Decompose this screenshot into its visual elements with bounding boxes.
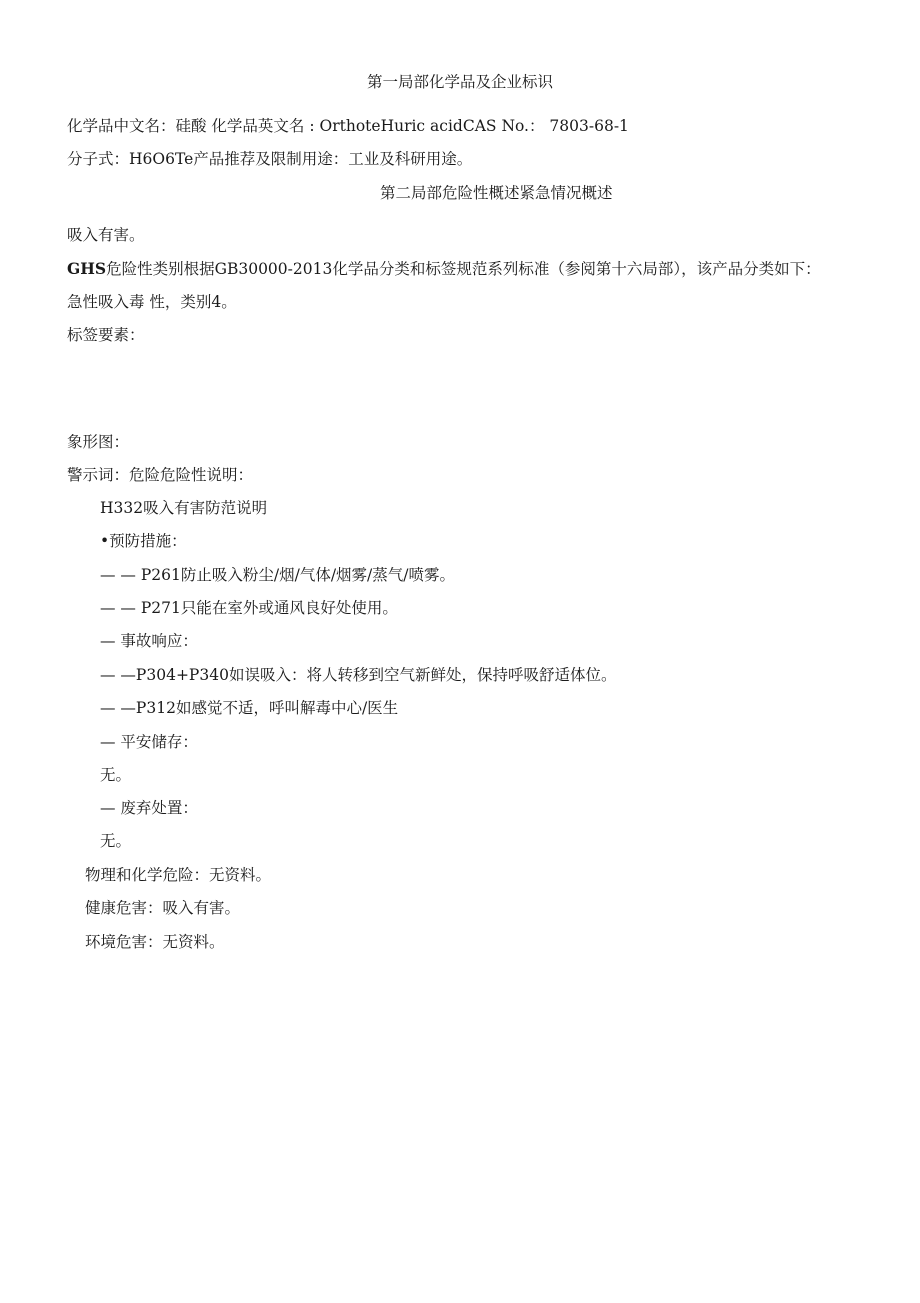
ghs-classification-basis — [67, 259, 821, 279]
response-item: — —P312如感觉不适，呼叫解毒中心/医生 — [100, 699, 399, 717]
prevention-heading: •预防措施： — [100, 532, 187, 550]
disposal-value: 无。 — [100, 832, 132, 850]
storage-heading: — 平安储存： — [100, 733, 198, 751]
chemical-names-line: 化学品中文名：硅酸 化学品英文名 : OrthoteHuric acidCAS No.： 7803-68-1 — [67, 117, 629, 135]
physical-chemical-hazard: 物理和化学危险：无资料。 — [85, 866, 272, 884]
environmental-hazard: 环境危害：无资料。 — [85, 933, 225, 951]
pictogram-label: 象形图： — [67, 433, 130, 451]
hazard-statement: H332吸入有害防范说明 — [100, 499, 268, 517]
section-2-title: 第二局部危险性概述紧急情况概述 — [380, 184, 613, 202]
prevention-item: — — P261防止吸入粉尘/烟/气体/烟雾/蒸气/喷雾。 — [100, 566, 455, 584]
storage-value: 无。 — [100, 766, 132, 784]
response-heading: — 事故响应： — [100, 632, 198, 650]
hazard-summary: 吸入有害。 — [67, 226, 145, 244]
ghs-text: 危险性类别根据GB30000-2013化学品分类和标签规范系列标准（参阅第十六局部），该产品分类如下： — [106, 260, 821, 278]
disposal-heading: — 废弃处置： — [100, 799, 198, 817]
ghs-prefix: GHS — [67, 259, 107, 278]
hazard-classification: 急性吸入毒 性，类别4。 — [67, 293, 237, 311]
section-1-title: 第一局部化学品及企业标识 — [366, 73, 553, 91]
health-hazard: 健康危害：吸入有害。 — [85, 899, 241, 917]
response-item: — —P304+P340如误吸入：将人转移到空气新鲜处，保持呼吸舒适体位。 — [100, 666, 617, 684]
formula-usage-line: 分子式：H6O6Te产品推荐及限制用途：工业及科研用途。 — [67, 150, 473, 168]
signal-word-line: 警示词：危险危险性说明： — [67, 466, 254, 484]
prevention-item: — — P271只能在室外或通风良好处使用。 — [100, 599, 398, 617]
label-elements-heading: 标签要素： — [67, 326, 145, 344]
